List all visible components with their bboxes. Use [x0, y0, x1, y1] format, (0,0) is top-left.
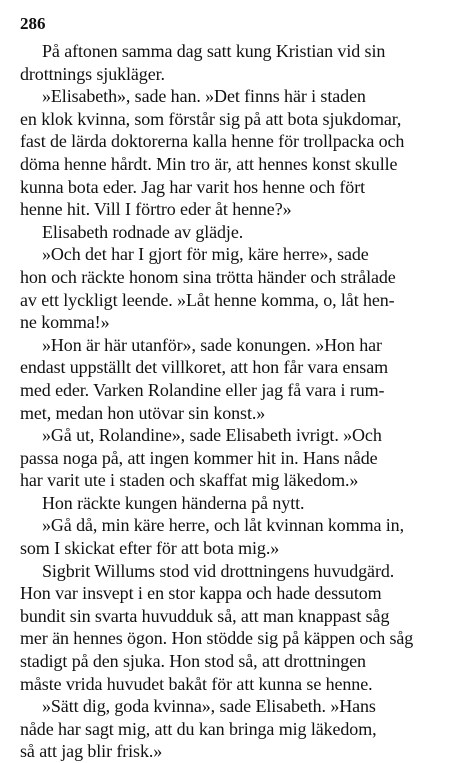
text-line: en klok kvinna, som förstår sig på att bota sjukdomar,	[20, 108, 402, 129]
text-line: henne hit. Vill I förtro eder åt henne?»	[20, 199, 292, 220]
text-line: »Gå då, min käre herre, och låt kvinnan komma in,	[42, 515, 404, 536]
text-line: fast de lärda doktorerna kalla henne för trollpacka och	[20, 131, 405, 152]
page-number: 286	[20, 14, 46, 33]
text-line: nåde har sagt mig, att du kan bringa mig läkedom,	[20, 718, 377, 739]
text-line: Elisabeth rodnade av glädje.	[42, 221, 244, 242]
text-line: hon och räckte honom sina trötta händer och strålade	[20, 266, 396, 287]
text-line: ne komma!»	[20, 312, 110, 333]
text-line: som I skickat efter för att bota mig.»	[20, 538, 280, 559]
text-line: av ett lyckligt leende. »Låt henne komma, o, låt hen-	[20, 289, 395, 310]
text-line: döma henne hårdt. Min tro är, att hennes konst skulle	[20, 153, 398, 174]
text-line: måste vrida huvudet bakåt för att kunna se henne.	[20, 673, 373, 694]
text-line: stadigt på den sjuka. Hon stod så, att drottningen	[20, 651, 366, 672]
text-line: »Elisabeth», sade han. »Det finns här i staden	[42, 86, 366, 107]
text-line: Hon var insvept i en stor kappa och hade dessutom	[20, 583, 382, 604]
text-line: »Hon är här utanför», sade konungen. »Hon har	[42, 334, 382, 355]
text-line: met, medan hon utövar sin konst.»	[20, 402, 266, 423]
text-line: På aftonen samma dag satt kung Kristian vid sin	[42, 41, 386, 61]
text-line: så att jag blir frisk.»	[20, 741, 163, 762]
text-line: endast uppställt det villkoret, att hon får vara ensam	[20, 357, 388, 378]
text-line: bundit sin svarta huvudduk så, att man knappast såg	[20, 605, 390, 626]
text-line: Sigbrit Willums stod vid drottningens huvudgärd.	[42, 560, 395, 581]
text-line: passa noga på, att ingen kommer hit in. Hans nåde	[20, 447, 378, 468]
text-line: »Sätt dig, goda kvinna», sade Elisabeth. »Hans	[42, 696, 376, 717]
text-line: mer än hennes ögon. Hon stödde sig på käppen och såg	[20, 628, 414, 649]
text-line: har varit ute i staden och skaffat mig läkedom.»	[20, 470, 359, 491]
body-text	[20, 40, 450, 763]
text-line: drottnings sjukläger.	[20, 63, 165, 84]
text-line: »Och det har I gjort för mig, käre herre», sade	[42, 244, 369, 265]
text-line: »Gå ut, Rolandine», sade Elisabeth ivrigt. »Och	[42, 425, 382, 446]
text-line: med eder. Varken Rolandine eller jag få vara i rum-	[20, 379, 385, 400]
text-line: kunna bota eder. Jag har varit hos henne och fört	[20, 176, 365, 197]
text-line: Hon räckte kungen händerna på nytt.	[42, 492, 305, 513]
